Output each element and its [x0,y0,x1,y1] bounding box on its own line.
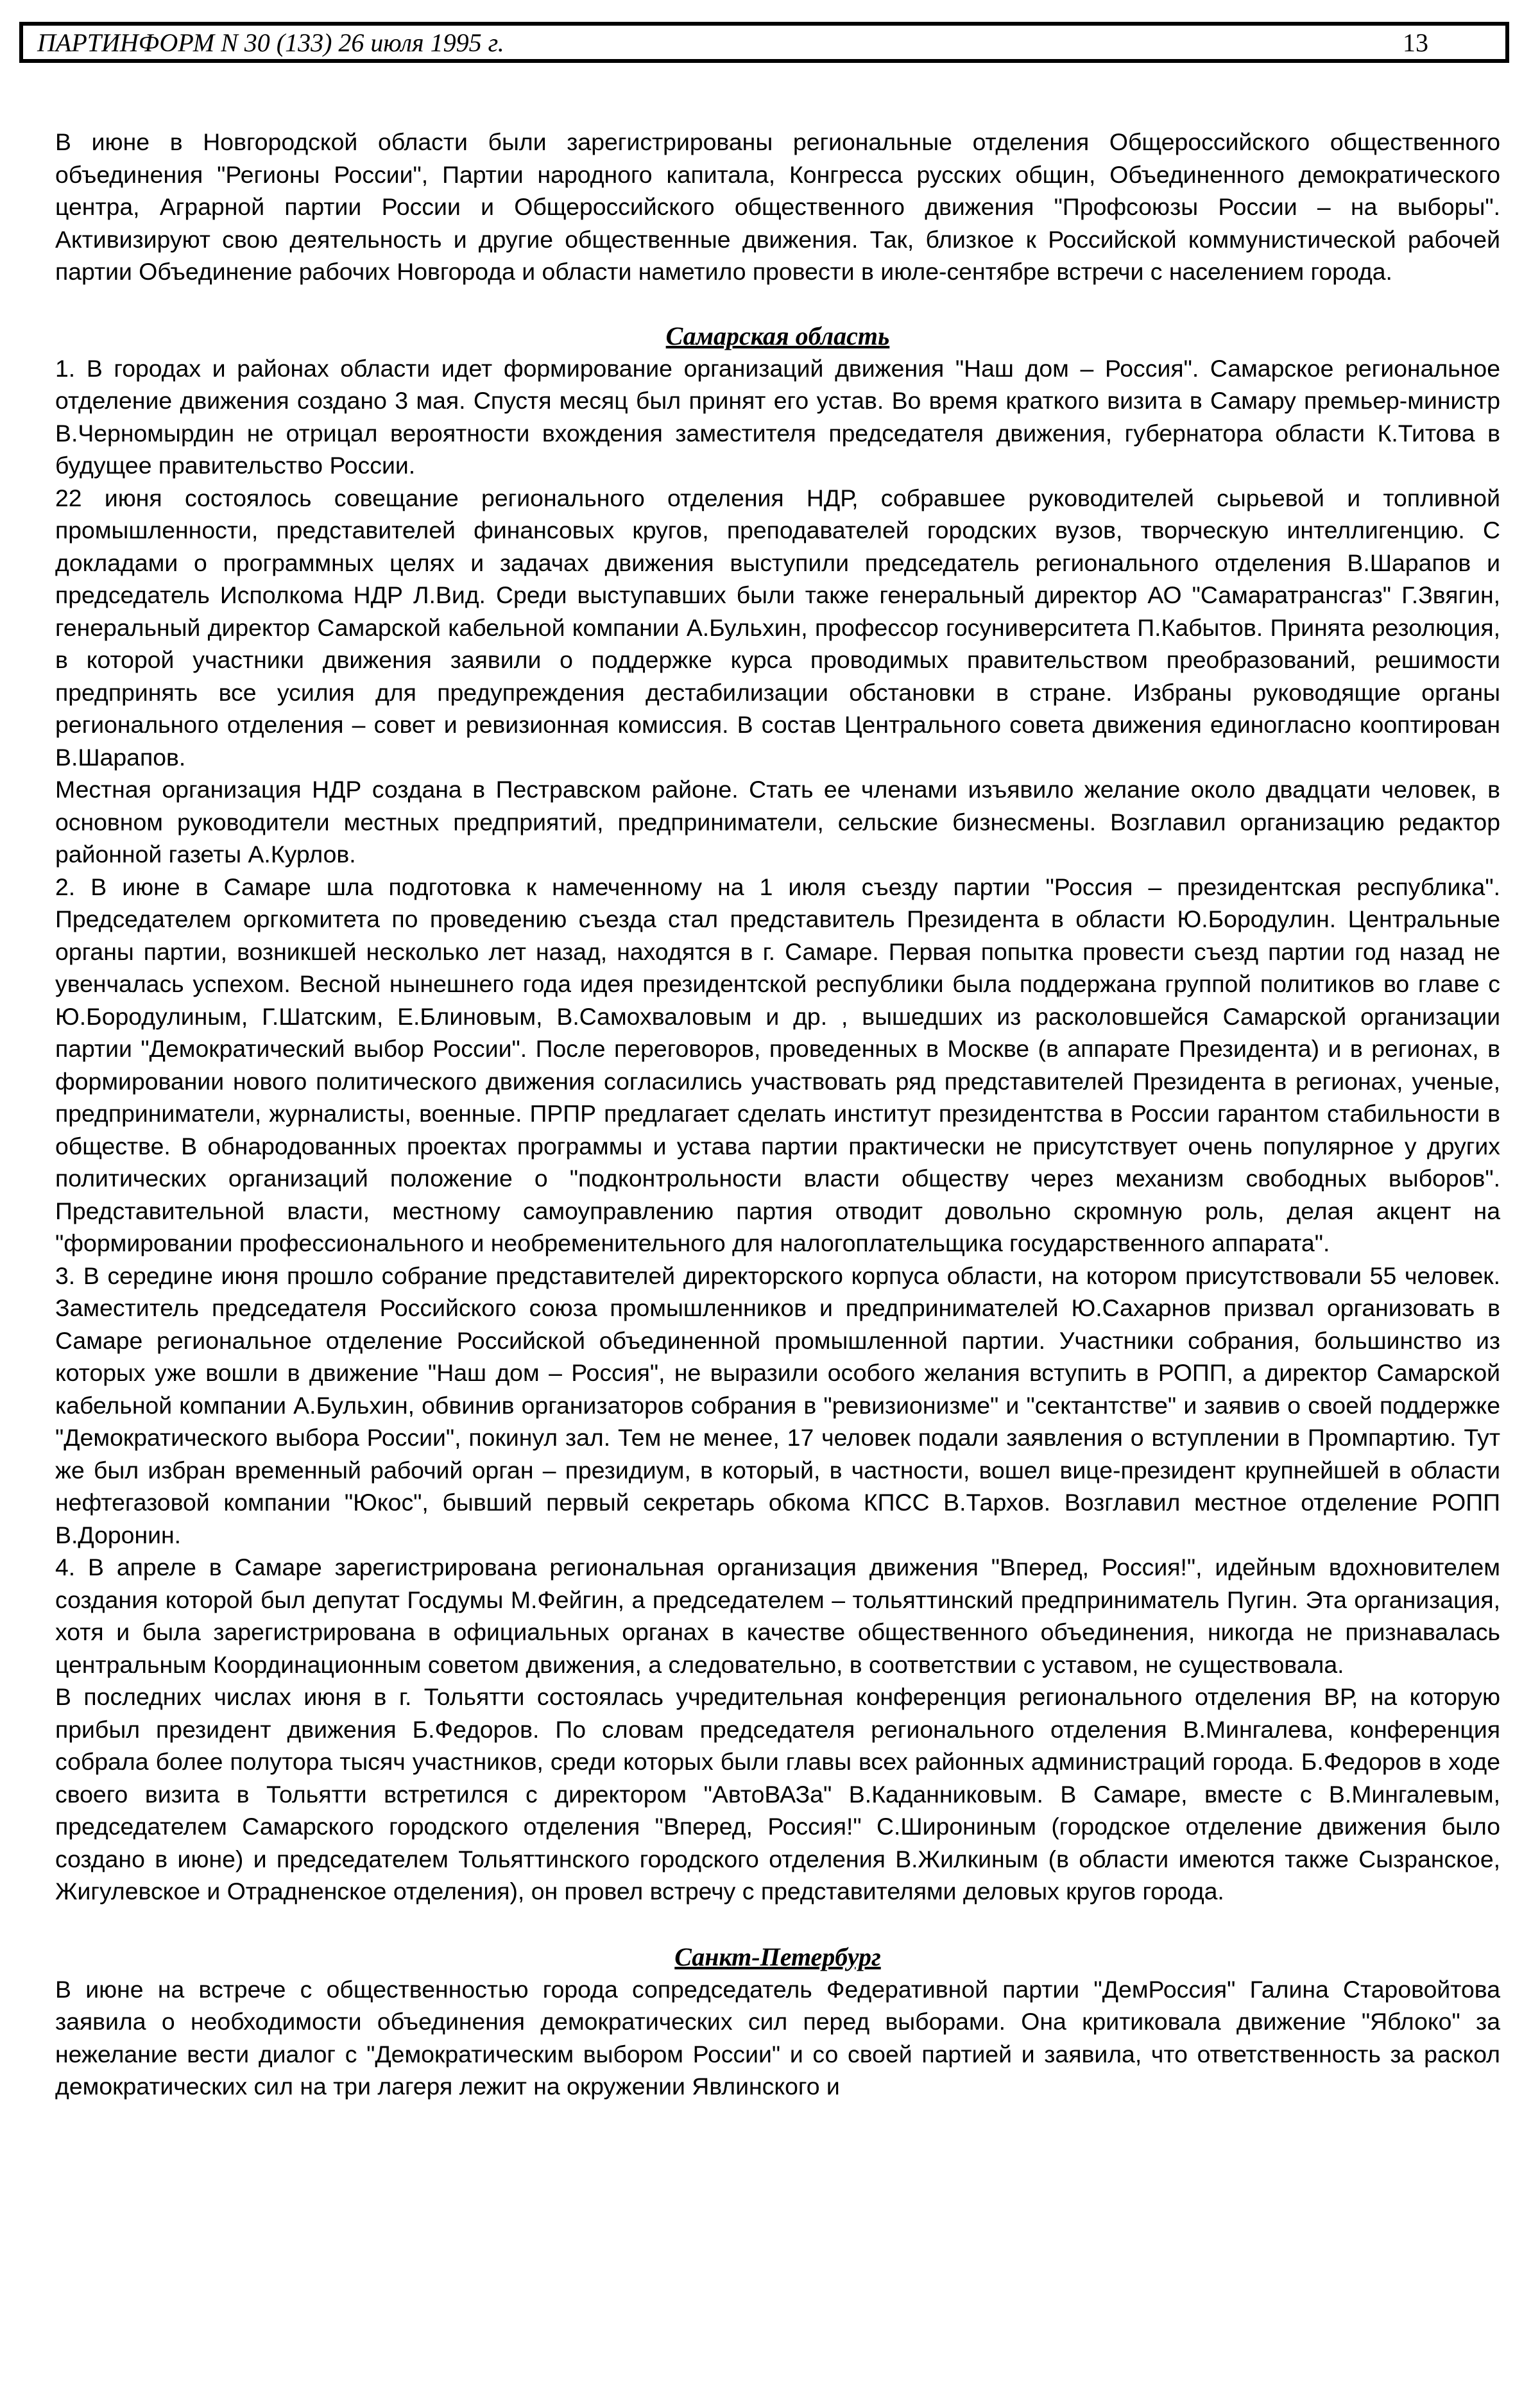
page-header [19,22,1509,63]
paragraph: 2. В июне в Самаре шла подготовка к намеченному на 1 июля съезду партии "Россия – президентская республика". Председателем оргкомитета по проведению съезда стал представитель Президента в области Ю.Бородулин. Центральные органы партии, возникшей несколько лет назад, находятся в г. Самаре. Первая попытка провести съезд партии год назад не увенчалась успехом. Весной нынешнего года идея президентской республики была поддержана группой политиков во главе с Ю.Бородулиным, Г.Шатским, Е.Блиновым, В.Самохваловым и др. , вышедших из расколовшейся Самарской организации партии "Демократический выбор России". После переговоров, проведенных в Москве (в аппарате Президента) и в регионах, в формировании нового политического движения согласились участвовать ряд представителей Президента в регионах, ученые, предприниматели, журналисты, военные. ПРПР предлагает сделать институт президентства в России гарантом стабильности в обществе. В обнародованных проектах программы и устава партии практически не присутствует очень популярное у других политических организаций положение о "подконтрольности власти обществу через механизм свободных выборов". Представительной власти, местному самоуправлению партия отводит довольно скромную роль, делая акцент на "формировании профессионального и необременительного для налогоплательщика государственного аппарата". [55,873,1500,1256]
section-heading-saint-petersburg: Санкт-Петербург [674,1942,881,1971]
publication-title: ПАРТИНФОРМ N 30 (133) 26 июля 1995 г. [37,28,504,57]
section-heading-samara: Самарская область [665,321,890,350]
paragraph: Местная организация НДР создана в Пестравском районе. Стать ее членами изъявило желание около двадцати человек, в основном руководители местных предприятий, предприниматели, сельские бизнесмены. Возглавил организацию редактор районной газеты А.Курлов. [55,776,1500,868]
article-body [55,126,1500,2103]
intro-paragraph: В июне в Новгородской области были зарегистрированы региональные отделения Общероссийского общественного объединения "Регионы России", Партии народного капитала, Конгресса русских общин, Объединенного демократического центра, Аграрной партии России и Общероссийского общественного движения "Профсоюзы России – на выборы". Активизируют свою деятельность и другие общественные движения. Так, близкое к Российской коммунистической рабочей партии Объединение рабочих Новгорода и области наметило провести в июле-сентябре встречи с населением города. [55,128,1500,285]
page-number: 13 [1403,28,1428,57]
paragraph: 22 июня состоялось совещание регионального отделения НДР, собравшее руководителей сырьевой и топливной промышленности, представителей финансовых кругов, преподавателей городских вузов, творческую интеллигенцию. С докладами о программных целях и задачах движения выступили председатель регионального отделения В.Шарапов и председатель Исполкома НДР Л.Вид. Среди выступавших были также генеральный директор АО "Самаратрансгаз" Г.Звягин, генеральный директор Самарской кабельной компании А.Бульхин, профессор госуниверситета П.Кабытов. Принята резолюция, в которой участники движения заявили о поддержке курса проводимых правительством преобразований, решимости предпринять все усилия для предупреждения дестабилизации обстановки в стране. Избраны руководящие органы регионального отделения – совет и ревизионная комиссия. В состав Центрального совета движения единогласно кооптирован В.Шарапов. [55,484,1500,771]
paragraph: В последних числах июня в г. Тольятти состоялась учредительная конференция регионального отделения ВР, на которую прибыл президент движения Б.Федоров. По словам председателя регионального отделения В.Мингалева, конференция собрала более полутора тысяч участников, среди которых были главы всех районных администраций города. Б.Федоров в ходе своего визита в Тольятти встретился с директором "АвтоВАЗа" В.Каданниковым. В Самаре, вместе с В.Мингалевым, председателем Самарского городского отделения "Вперед, Россия!" С.Широниным (городское отделение движения было создано в июне) и председателем Тольяттинского городского отделения В.Жилкиным (в области имеются также Сызранское, Жигулевское и Отрадненское отделения), он провел встречу с представителями деловых кругов города. [55,1683,1500,1905]
paragraph: 1. В городах и районах области идет формирование организаций движения "Наш дом – Россия". Самарское региональное отделение движения создано 3 мая. Спустя месяц был принят его устав. Во время краткого визита в Самару премьер-министр В.Черномырдин не отрицал вероятности вхождения заместителя председателя движения, губернатора области К.Титова в будущее правительство России. [55,354,1500,479]
paragraph: В июне на встрече с общественностью города сопредседатель Федеративной партии "ДемРоссия" Галина Старовойтова заявила о необходимости объединения демократических сил перед выборами. Она критиковала движение "Яблоко" за нежелание вести диалог с "Демократическим выбором России" и со своей партией и заявила, что ответственность за раскол демократических сил на три лагеря лежит на окружении Явлинского и [55,1975,1500,2100]
paragraph: 3. В середине июня прошло собрание представителей директорского корпуса области, на котором присутствовали 55 человек. Заместитель председателя Российского союза промышленников и предпринимателей Ю.Сахарнов призвал организовать в Самаре региональное отделение Российской объединенной промышленной партии. Участники собрания, большинство из которых уже вошли в движение "Наш дом – Россия", не выразили особого желания вступить в РОПП, а директор Самарской кабельной компании А.Бульхин, обвинив организаторов собрания в "ревизионизме" и "сектантстве" и заявив о своей поддержке "Демократического выбора России", покинул зал. Тем не менее, 17 человек подали заявления о вступлении в Промпартию. Тут же был избран временный рабочий орган – президиум, в который, в частности, вошел вице-президент крупнейшей в области нефтегазовой компании "Юкос", бывший первый секретарь обкома КПСС В.Тархов. Возглавил местное отделение РОПП В.Доронин. [55,1262,1500,1548]
paragraph: 4. В апреле в Самаре зарегистрирована региональная организация движения "Вперед, Россия!", идейным вдохновителем создания которой был депутат Госдумы М.Фейгин, а председателем – тольяттинский предприниматель Пугин. Эта организация, хотя и была зарегистрирована в официальных органах в качестве общественного объединения, никогда не признавалась центральным Координационным советом движения, а следовательно, в соответствии с уставом, не существовала. [55,1554,1500,1678]
